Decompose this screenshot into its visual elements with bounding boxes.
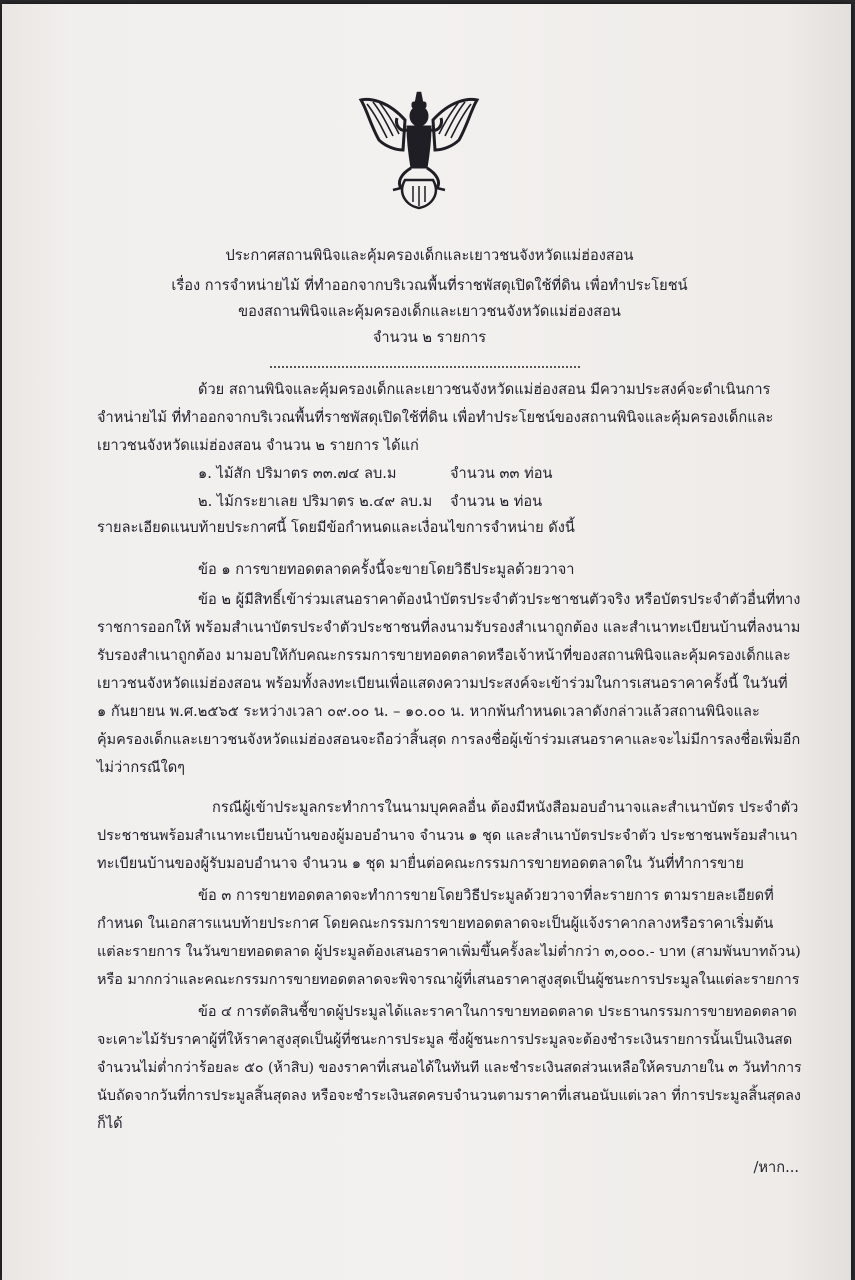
details-line: รายละเอียดแนบท้ายประกาศนี้ โดยมีข้อกำหนดและเงื่อนไขการจำหน่าย ดังนี้ [97,519,575,536]
item-name: ๒. ไม้กระยาเลย ปริมาตร ๒.๔๙ ลบ.ม [198,493,433,510]
proxy-line: ประชาชนพร้อมสำเนาทะเบียนบ้านของผู้มอบอำนาจ จำนวน ๑ ชุด และสำเนาบัตรประจำตัว ประชาชนพร้อมสำเนา [97,828,798,844]
clause-4-line: ข้อ ๔ การตัดสินชี้ขาดผู้ประมูลได้และราคาในการขายทอดตลาด ประธานกรรมการขายทอดตลาด [198,1004,797,1020]
clause-3-line: กำหนด ในเอกสารแนบท้ายประกาศ โดยคณะกรรมการขายทอดตลาดจะเป็นผู้แจ้งราคากลางหรือราคาเริ่มต้น [97,915,774,932]
dotted-separator [270,366,580,368]
clause-3-line: หรือ มากกว่าและคณะกรรมการขายทอดตลาดจะพิจารณาผู้ที่เสนอราคาสูงสุดเป็นผู้ชนะการประมูลในแต่ละรายการ [97,972,800,988]
proxy-line: กรณีผู้เข้าประมูลกระทำการในนามบุคคลอื่น ต้องมีหนังสือมอบอำนาจและสำเนาบัตร ประจำตัว [212,799,799,816]
clause-2-line: ราชการออกให้ พร้อมสำเนาบัตรประจำตัวประชาชนที่ลงนามรับรองสำเนาถูกต้อง และสำเนาทะเบียนบ้านที่ลงนาม [97,619,801,636]
clause-3-line: แต่ละรายการ ในวันขายทอดตลาด ผู้ประมูลต้องเสนอราคาเพิ่มขึ้นครั้งละไม่ต่ำกว่า ๓,๐๐๐.- บาท (สามพันบาทถ้วน) [97,944,801,960]
announcement-subject-cont: ของสถานพินิจและคุ้มครองเด็กและเยาวชนจังหวัดแม่ฮ่องสอน [238,303,621,320]
clause-3-line: ข้อ ๓ การขายทอดตลาดจะทำการขายโดยวิธีประมูลด้วยวาจาที่ละรายการ ตามรายละเอียดที่ [198,887,774,904]
proxy-line: ทะเบียนบ้านของผู้รับมอบอำนาจ จำนวน ๑ ชุด มายื่นต่อคณะกรรมการขายทอดตลาดใน วันที่ทำการขาย [97,855,744,872]
clause-2-line: ๑ กันยายน พ.ศ.๒๕๖๕ ระหว่างเวลา ๐๙.๐๐ น. – ๑๐.๐๐ น. หากพ้นกำหนดเวลาดังกล่าวแล้วสถานพินิจและ [97,703,760,720]
clause-4-line: จำนวนไม่ต่ำกว่าร้อยละ ๕๐ (ห้าสิบ) ของราคาที่เสนอได้ในทันที และชำระเงินสดส่วนเหลือให้ครบภายใน ๓ วันทำการ [97,1060,802,1076]
continuation-marker: /หาก... [753,1159,799,1176]
clause-2-line: ข้อ ๒ ผู้มีสิทธิ์เข้าร่วมเสนอราคาต้องนำบัตรประจำตัวประชาชนตัวจริง หรือบัตรประจำตัวอื่นที่ทาง [198,591,801,608]
item-qty: จำนวน ๓๓ ท่อน [450,465,553,482]
document-page [2,4,851,1280]
intro-line: จำหน่ายไม้ ที่ทำออกจากบริเวณพื้นที่ราชพัสดุเปิดใช้ที่ดิน เพื่อทำประโยชน์ของสถานพินิจและคุ้มครองเด็กและ [97,409,774,426]
intro-line: ด้วย สถานพินิจและคุ้มครองเด็กและเยาวชนจังหวัดแม่ฮ่องสอน มีความประสงค์จะดำเนินการ [198,381,771,398]
item-name: ๑. ไม้สัก ปริมาตร ๓๓.๗๔ ลบ.ม [198,465,397,482]
announcement-subject: เรื่อง การจำหน่ายไม้ ที่ทำออกจากบริเวณพื้นที่ราชพัสดุเปิดใช้ที่ดิน เพื่อทำประโยชน์ [171,277,688,294]
clause-2-line: คุ้มครองเด็กและเยาวชนจังหวัดแม่ฮ่องสอนจะถือว่าสิ้นสุด การลงชื่อผู้เข้าร่วมเสนอราคาและจะไม่มีการลงชื่อเพิ่มอีก [97,732,801,748]
clause-4-line: จะเคาะไม้รับราคาผู้ที่ให้ราคาสูงสุดเป็นผู้ที่ชนะการประมูล ซึ่งผู้ชนะการประมูลจะต้องชำระเงินรายการนั้นเป็นเงินสด [97,1032,793,1048]
announcement-title: ประกาศสถานพินิจและคุ้มครองเด็กและเยาวชนจังหวัดแม่ฮ่องสอน [225,247,634,264]
item-qty: จำนวน ๒ ท่อน [450,493,543,510]
clause-4-line: นับถัดจากวันที่การประมูลสิ้นสุดลง หรือจะชำระเงินสดครบจำนวนตามราคาที่เสนอนับแต่เวลา ที่การประมูลสิ้นสุดลง [97,1088,801,1104]
clause-4-line: ก็ได้ [97,1115,123,1132]
garuda-emblem-icon [357,90,481,210]
clause-2-line: เยาวชนจังหวัดแม่ฮ่องสอน พร้อมทั้งลงทะเบียนเพื่อแสดงความประสงค์จะเข้าร่วมในการเสนอราคาครั้งนี้ ในวันที่ [97,675,788,692]
intro-line: เยาวชนจังหวัดแม่ฮ่องสอน จำนวน ๒ รายการ ได้แก่ [97,437,419,454]
clause-2-line: รับรองสำเนาถูกต้อง มามอบให้กับคณะกรรมการขายทอดตลาดหรือเจ้าหน้าที่ของสถานพินิจและคุ้มครองเด็กและ [97,647,791,664]
clause-2-line: ไม่ว่ากรณีใดๆ [97,759,186,776]
announcement-count: จำนวน ๒ รายการ [372,329,487,346]
clause-1: ข้อ ๑ การขายทอดตลาดครั้งนี้จะขายโดยวิธีประมูลด้วยวาจา [198,561,575,578]
